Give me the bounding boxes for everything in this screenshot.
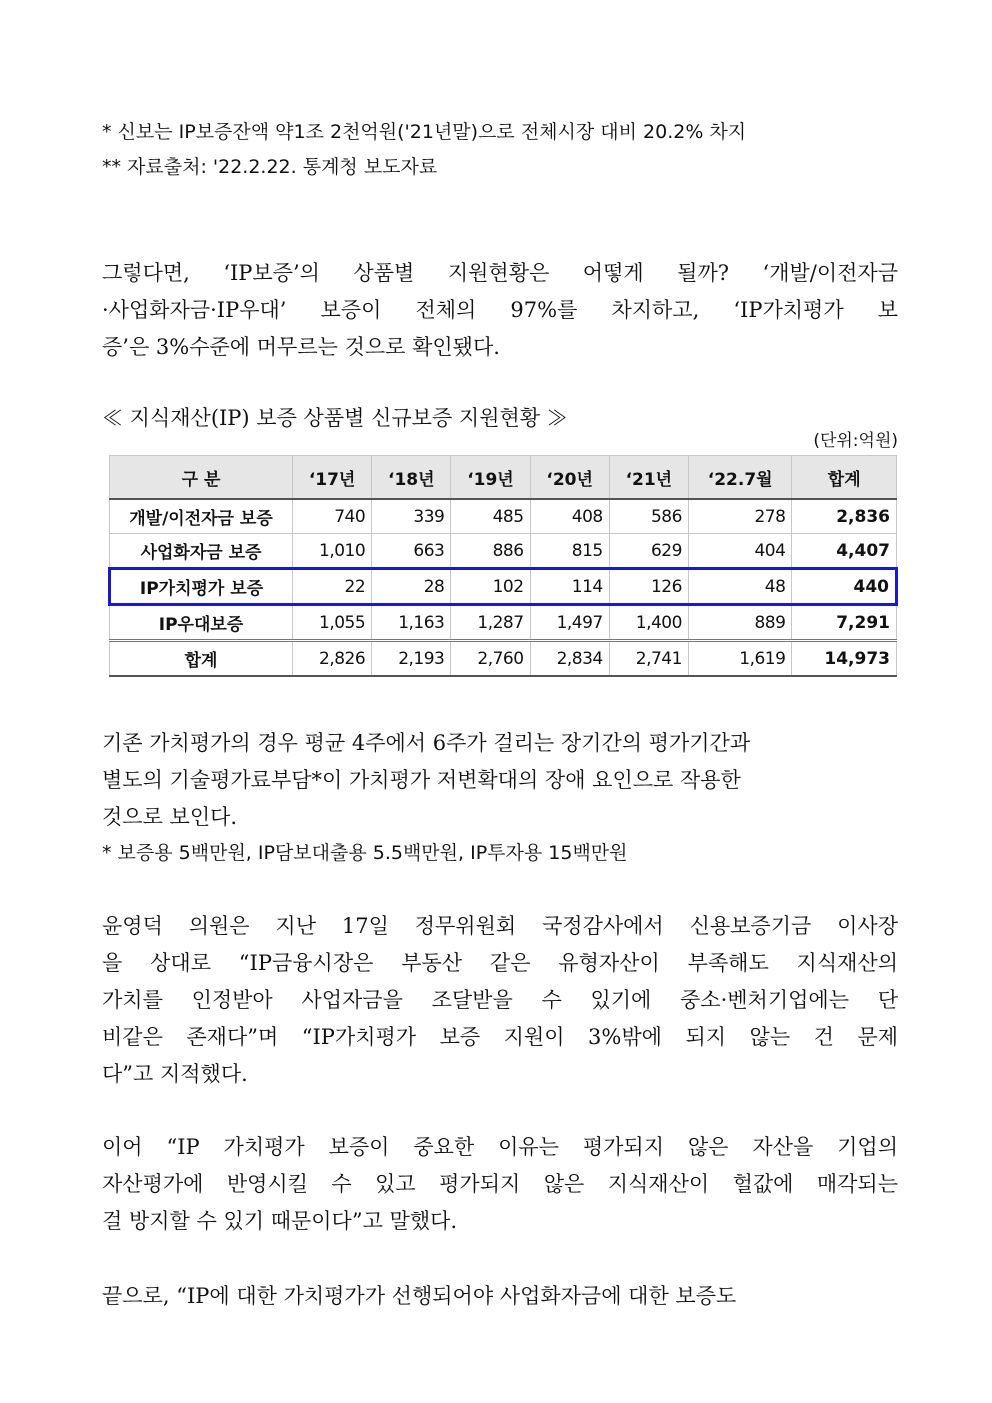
table-cell: 2,834 [530,641,609,677]
paragraph-line: 이어 “IP 가치평가 보증이 중요한 이유는 평가되지 않은 자산을 기업의 [102,1135,898,1159]
table-cell: 28 [372,569,451,605]
table-cell: 629 [609,534,688,569]
table-cell: 404 [688,534,792,569]
table-cell: 485 [451,499,530,534]
table-cell: 1,287 [451,605,530,641]
table-cell: 1,619 [688,641,792,677]
row-label: 개발/이전자금 보증 [110,499,293,534]
column-header: 합계 [792,456,897,500]
row-label: IP가치평가 보증 [110,569,293,605]
table-cell: 48 [688,569,792,605]
table-cell: 663 [372,534,451,569]
row-label: 사업화자금 보증 [110,534,293,569]
table-cell: 22 [293,569,372,605]
column-header: ‘22.7월 [688,456,792,500]
row-total: 7,291 [792,605,897,641]
table-cell: 2,760 [451,641,530,677]
table-cell: 815 [530,534,609,569]
table-cell: 126 [609,569,688,605]
paragraph-line: 비같은 존재다”며 “IP가치평가 보증 지원이 3%밖에 되지 않는 건 문제 [102,1025,898,1049]
table-cell: 740 [293,499,372,534]
table-row [110,534,897,569]
table-row [110,499,897,534]
table-cell: 1,400 [609,605,688,641]
table-unit: (단위:억원) [813,431,898,451]
table-cell: 1,010 [293,534,372,569]
paragraph-line: 증’은 3%수준에 머무르는 것으로 확인됐다. [102,335,500,359]
footnote-source: ** 자료출처: '22.2.22. 통계청 보도자료 [102,156,438,178]
table-cell: 408 [530,499,609,534]
table-cell: 586 [609,499,688,534]
paragraph-line: 것으로 보인다. [102,805,238,829]
row-total: 2,836 [792,499,897,534]
paragraph-line: 자산평가에 반영시킬 수 있고 평가되지 않은 지식재산이 헐값에 매각되는 [102,1172,898,1196]
table-title: ≪ 지식재산(IP) 보증 상품별 신규보증 지원현황 ≫ [102,406,568,430]
table-row-highlighted [110,569,897,605]
table-cell: 1,055 [293,605,372,641]
table-row [110,605,897,641]
footnote-market-share: * 신보는 IP보증잔액 약1조 2천억원('21년말)으로 전체시장 대비 20.2% 차지 [102,121,747,143]
table-cell: 2,826 [293,641,372,677]
column-header: ‘17년 [293,456,372,500]
table-cell: 114 [530,569,609,605]
paragraph-line: 기존 가치평가의 경우 평균 4주에서 6주가 걸리는 장기간의 평가기간과 [102,731,751,755]
column-header: ‘20년 [530,456,609,500]
row-total: 440 [792,569,897,605]
paragraph-line: 그렇다면, ‘IP보증’의 상품별 지원현황은 어떻게 될까? ‘개발/이전자금 [102,261,898,285]
paragraph-line: ·사업화자금·IP우대’ 보증이 전체의 97%를 차지하고, ‘IP가치평가 보 [102,298,898,322]
column-header: ‘19년 [451,456,530,500]
table-row-sum [110,641,897,677]
table-cell: 1,163 [372,605,451,641]
column-header: ‘18년 [372,456,451,500]
table-cell: 886 [451,534,530,569]
paragraph-line: 윤영덕 의원은 지난 17일 정무위원회 국정감사에서 신용보증기금 이사장 [102,914,898,938]
paragraph-line: 걸 방지할 수 있기 때문이다”고 말했다. [102,1209,458,1233]
paragraph-line: 가치를 인정받아 사업자금을 조달받을 수 있기에 중소·벤처기업에는 단 [102,988,898,1012]
table-cell: 2,193 [372,641,451,677]
table-cell: 102 [451,569,530,605]
column-header: ‘21년 [609,456,688,500]
table-cell: 339 [372,499,451,534]
paragraph-line: 끝으로, “IP에 대한 가치평가가 선행되어야 사업화자금에 대한 보증도 [102,1284,737,1308]
ip-guarantee-table [108,455,898,677]
row-total: 14,973 [792,641,897,677]
column-header: 구 분 [110,456,293,500]
table-cell: 1,497 [530,605,609,641]
table-cell: 278 [688,499,792,534]
table-cell: 889 [688,605,792,641]
paragraph-line: 다”고 지적했다. [102,1062,248,1086]
row-label: IP우대보증 [110,605,293,641]
footnote-fee: * 보증용 5백만원, IP담보대출용 5.5백만원, IP투자용 15백만원 [102,842,628,864]
row-total: 4,407 [792,534,897,569]
table-header-row [110,456,897,500]
paragraph-line: 을 상대로 “IP금융시장은 부동산 같은 유형자산이 부족해도 지식재산의 [102,951,898,975]
paragraph-line: 별도의 기술평가료부담*이 가치평가 저변확대의 장애 요인으로 작용한 [102,768,741,792]
row-label: 합계 [110,641,293,677]
table-cell: 2,741 [609,641,688,677]
